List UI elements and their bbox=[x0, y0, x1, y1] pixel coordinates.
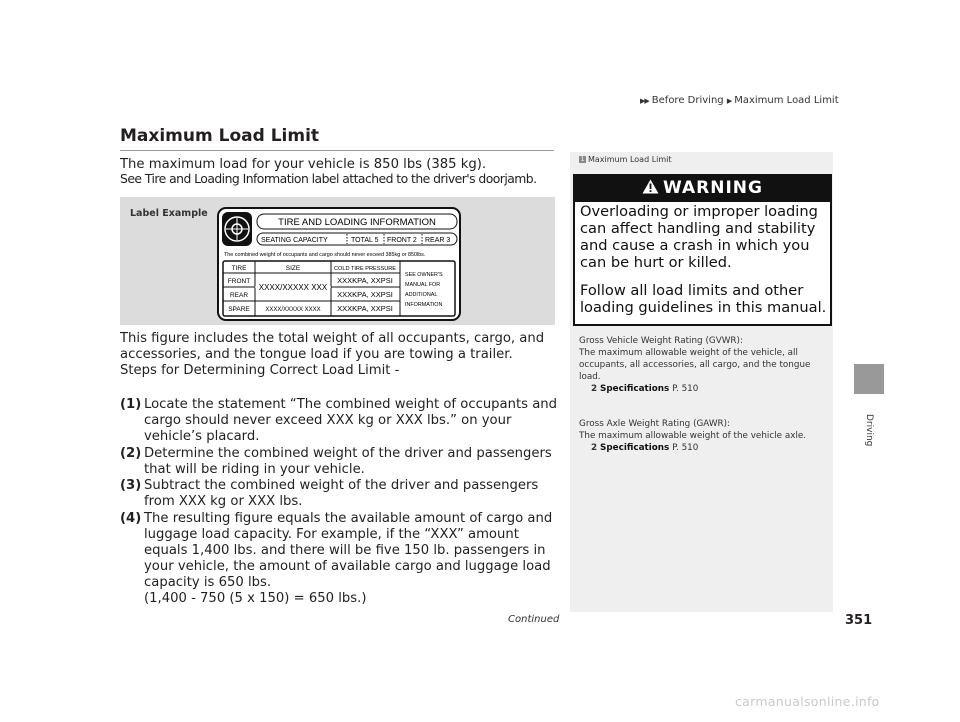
figure-text-line1: This figure includes the total weight of all occupants, cargo, and bbox=[120, 331, 545, 346]
gawr-line: The maximum allowable weight of the vehicle axle. bbox=[579, 431, 807, 441]
side-heading bbox=[579, 155, 672, 164]
page-number: 351 bbox=[845, 613, 873, 628]
placard-col-tire: TIRE bbox=[231, 265, 247, 272]
intro-line1: The maximum load for your vehicle is 850 lbs (385 kg). bbox=[120, 157, 487, 172]
section-tab[interactable] bbox=[854, 364, 884, 394]
step-line: cargo should never exceed XXX kg or XXX lbs.” on your bbox=[144, 413, 512, 428]
placard-see1: SEE OWNER'S bbox=[405, 272, 443, 278]
step-line: (1,400 - 750 (5 x 150) = 650 lbs.) bbox=[144, 591, 367, 606]
step-line: that will be riding in your vehicle. bbox=[144, 462, 365, 477]
placard-see4: INFORMATION bbox=[405, 302, 443, 308]
breadcrumb-level1[interactable]: Before Driving bbox=[651, 95, 724, 106]
breadcrumb-arrow-icon: ▶▶ bbox=[640, 97, 649, 105]
step-line: vehicle’s placard. bbox=[144, 429, 260, 444]
title-rule bbox=[120, 150, 554, 151]
placard-see2: MANUAL FOR bbox=[405, 282, 441, 288]
label-example-caption: Label Example bbox=[130, 208, 208, 219]
warning-line: loading guidelines in this manual. bbox=[580, 299, 827, 316]
figure-text-line3: Steps for Determining Correct Load Limit - bbox=[120, 363, 400, 378]
warning-line: Follow all load limits and other bbox=[580, 282, 804, 299]
section-tab-label: Driving bbox=[864, 414, 874, 447]
figure-text-line2: accessories, and the tongue load if you are towing a trailer. bbox=[120, 347, 513, 362]
footer-watermark: carmanualsonline.info bbox=[735, 694, 880, 709]
note-number-icon: 1 bbox=[580, 156, 585, 163]
step-line: equals 1,400 lbs. and there will be five 150 lb. passengers in bbox=[144, 543, 546, 558]
warning-header bbox=[573, 174, 832, 202]
page-title: Maximum Load Limit bbox=[120, 126, 320, 146]
step-line: your vehicle, the amount of available cargo and luggage load bbox=[144, 559, 551, 574]
step-number: (4) bbox=[120, 511, 142, 526]
xref-arrow-icon: 2 bbox=[591, 384, 598, 394]
intro-line2: See Tire and Loading Information label attached to the driver's doorjamb. bbox=[120, 171, 537, 186]
tire-icon bbox=[222, 212, 252, 246]
placard-see3: ADDITIONAL bbox=[405, 292, 438, 298]
step-number: (3) bbox=[120, 478, 142, 493]
placard-size-main: XXXX/XXXXX XXX bbox=[258, 283, 328, 292]
gawr-xref[interactable] bbox=[579, 442, 806, 454]
step-line: Locate the statement “The combined weight of occupants and bbox=[144, 397, 558, 412]
step-line: capacity is 650 lbs. bbox=[144, 575, 272, 590]
placard-seating: SEATING CAPACITY bbox=[261, 237, 328, 244]
gvwr-xref-page: P. 510 bbox=[672, 384, 699, 394]
step-line: Determine the combined weight of the driver and passengers bbox=[144, 446, 552, 461]
gvwr-title: Gross Vehicle Weight Rating (GVWR): bbox=[579, 336, 743, 346]
placard-pressure-rear: XXXKPA, XXPSI bbox=[337, 290, 393, 299]
gawr-xref-page: P. 510 bbox=[672, 443, 699, 453]
warning-line: can be hurt or killed. bbox=[580, 254, 732, 271]
xref-arrow-icon: 2 bbox=[591, 443, 598, 453]
breadcrumb-arrow-icon: ▶ bbox=[726, 97, 732, 105]
tire-placard bbox=[217, 207, 461, 321]
placard-combined: The combined weight of occupants and cargo should never exceed 385kg or 850lbs. bbox=[224, 252, 426, 258]
gvwr-line: The maximum allowable weight of the vehicle, all bbox=[579, 348, 798, 358]
placard-row-rear: REAR bbox=[229, 292, 249, 299]
placard-row-front: FRONT bbox=[227, 278, 251, 285]
step-line: Subtract the combined weight of the driver and passengers bbox=[144, 478, 539, 493]
warning-title: WARNING bbox=[663, 178, 763, 198]
placard-col-size: SIZE bbox=[285, 265, 301, 272]
warning-alert-icon bbox=[642, 179, 659, 194]
gvwr-line: occupants, all accessories, all cargo, and the tongue bbox=[579, 360, 811, 370]
placard-row-spare: SPARE bbox=[228, 306, 250, 313]
step-line: luggage load capacity. For example, if the “XXX” amount bbox=[144, 527, 519, 542]
step-line: from XXX kg or XXX lbs. bbox=[144, 494, 303, 509]
placard-col-pressure: COLD TIRE PRESSURE bbox=[333, 266, 397, 272]
step-line: The resulting figure equals the available amount of cargo and bbox=[144, 511, 553, 526]
step-number: (2) bbox=[120, 446, 142, 461]
gvwr-line: load. bbox=[579, 372, 601, 382]
gawr-xref-link[interactable]: Specifications bbox=[600, 443, 670, 453]
gawr-title: Gross Axle Weight Rating (GAWR): bbox=[579, 419, 731, 429]
placard-pressure-spare: XXXKPA, XXPSI bbox=[337, 304, 393, 313]
step-number: (1) bbox=[120, 397, 142, 412]
placard-pressure-front: XXXKPA, XXPSI bbox=[337, 276, 393, 285]
placard-size-spare: XXXX/XXXXX XXXX bbox=[265, 307, 321, 313]
breadcrumb-level2[interactable]: Maximum Load Limit bbox=[734, 95, 839, 106]
gvwr-xref-link[interactable]: Specifications bbox=[600, 384, 670, 394]
placard-total: TOTAL 5 bbox=[351, 237, 379, 244]
warning-line: and cause a crash in which you bbox=[580, 237, 810, 254]
warning-body bbox=[580, 203, 830, 316]
side-heading-text: Maximum Load Limit bbox=[588, 155, 672, 164]
warning-line: can affect handling and stability bbox=[580, 220, 816, 237]
gawr-note bbox=[579, 418, 806, 454]
gvwr-xref[interactable] bbox=[579, 383, 810, 395]
breadcrumb bbox=[640, 95, 839, 106]
warning-line: Overloading or improper loading bbox=[580, 203, 818, 220]
continued-label: Continued bbox=[508, 614, 560, 625]
gvwr-note bbox=[579, 335, 810, 395]
placard-heading: TIRE AND LOADING INFORMATION bbox=[278, 217, 436, 228]
placard-front: FRONT 2 bbox=[387, 237, 417, 244]
placard-rear: REAR 3 bbox=[425, 237, 451, 244]
